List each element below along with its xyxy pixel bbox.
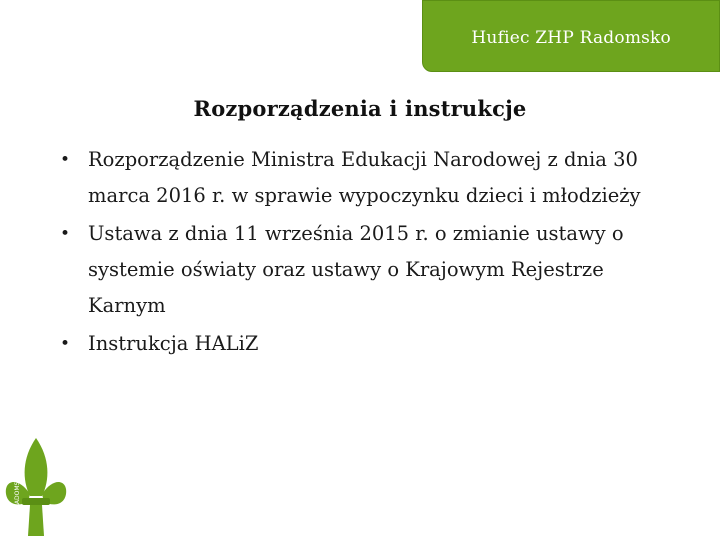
logo-text	[14, 473, 21, 532]
brand-tab	[422, 0, 720, 72]
fleur-de-lis-icon	[0, 432, 72, 540]
bullet-icon: •	[60, 224, 71, 244]
list-item-text: Instrukcja HALiZ	[88, 332, 259, 355]
list-item-text: Ustawa z dnia 11 września 2015 r. o zmianie ustawy o systemie oświaty oraz ustawy o Krajowym Rejestrze Karnym	[88, 222, 624, 317]
list-item	[60, 326, 680, 362]
bullet-icon: •	[60, 150, 71, 170]
list-item	[60, 216, 680, 324]
svg-text:HUFIEC RADOMSKO: HUFIEC RADOMSKO	[14, 473, 21, 532]
bullet-icon: •	[60, 334, 71, 354]
list-item	[60, 142, 680, 214]
slide-title: Rozporządzenia i instrukcje	[193, 96, 527, 121]
bullet-list	[60, 142, 680, 364]
brand-name: Hufiec ZHP Radomsko	[471, 28, 671, 48]
list-item-text: Rozporządzenie Ministra Edukacji Narodowej z dnia 30 marca 2016 r. w sprawie wypoczynku dzieci i młodzieży	[88, 148, 641, 207]
